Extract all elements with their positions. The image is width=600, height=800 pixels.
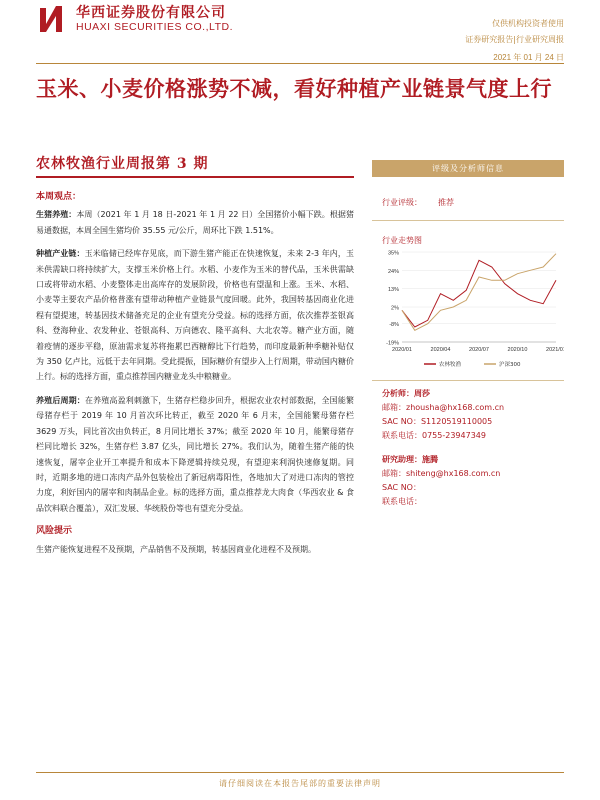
report-title: 玉米、小麦价格涨势不减，看好种植产业链景气度上行: [36, 76, 552, 101]
trend-chart-svg: [372, 246, 564, 376]
section-heading-views: 本周观点：: [36, 192, 82, 202]
analyst-email: 邮箱：zhousha@hx168.com.cn: [382, 403, 505, 412]
sidebar: [372, 160, 564, 509]
footer-divider: [36, 772, 564, 773]
subtitle-rule: [36, 176, 354, 178]
company-name-cn: 华西证券股份有限公司: [76, 5, 226, 21]
trend-chart: [372, 246, 564, 376]
x-tick-label: 2020/04: [430, 347, 451, 353]
assistant-phone: 联系电话：: [382, 497, 422, 506]
x-tick-label: 2021/01: [546, 347, 564, 353]
analyst-block: [372, 380, 564, 443]
paragraph-text: 本周（2021 年 1 月 18 日-2021 年 1 月 22 日）全国猪价小幅下跌。根据猪易通数据，本周全国生猪均价 35.55 元/公斤，周环比下跌 1.51%。: [36, 210, 355, 235]
assistant-block: [372, 453, 564, 509]
assistant-role: 研究助理：施腾: [382, 455, 438, 464]
section-heading-risk: 风险提示: [36, 526, 73, 537]
x-tick-label: 2020/07: [469, 347, 489, 353]
legend-label: 农林牧渔: [439, 362, 462, 368]
analyst-phone: 联系电话：0755-23947349: [382, 431, 486, 440]
y-tick-label: 13%: [387, 287, 399, 294]
y-tick-label: 2%: [391, 305, 399, 312]
assistant-email: 邮箱：shiteng@hx168.com.cn: [382, 469, 501, 478]
legend-label: 沪深300: [499, 362, 521, 368]
y-tick-label: 35%: [387, 250, 399, 257]
paragraph-text: 在养殖高盈利刺激下，生猪存栏稳步回升，根据农业农村部数据，全国能繁母猪存栏于 2019 年 10 月首次环比转正，截至 2020 年 6 月末，全国能繁母猪存栏 3629 万头，同比首次由负转正，8 月同比增长 37%；截至 2020 年 10 月，能繁母猪存栏同比增长 32%，生猪存栏 3.87 亿头，同比增长 27%。我们认为，随着生猪产能的快速恢复，屠宰企业开工率提升和成本下降逻辑持续兑现，有望迎来利润快速修复期。同时，近期多地的进口冻肉产品外包装检出了新冠病毒阳性，各地加大了对进口冻肉的管控力度，利好国内的屠宰和肉制品企业。标的选择方面，重点推荐龙大肉食（华西农业 & 食品饮料联合覆盖），双汇发展、华统股份等也有望充分受益。: [36, 395, 355, 513]
paragraph-lead: 生猪养殖：: [36, 210, 77, 220]
paragraph-lead: 养殖后周期：: [36, 395, 85, 405]
x-tick-label: 2020/01: [392, 347, 412, 353]
paragraph-post-cycle: [36, 393, 354, 516]
assistant-sac: SAC NO：: [382, 483, 421, 492]
header-meta: [465, 16, 564, 48]
report-type: 证券研究报告|行业研究周报: [465, 35, 564, 44]
industry-rating: [372, 177, 564, 221]
series-line-2: [402, 254, 556, 331]
y-tick-label: -8%: [389, 322, 399, 329]
analyst-sac: SAC NO：S1120519110005: [382, 417, 493, 426]
huaxi-logo-icon: [36, 2, 66, 36]
paragraph-risk: 生猪产能恢复进程不及预期，产品销售不及预期，转基因商业化进程不及预期。: [36, 544, 316, 554]
paragraph-text: 玉米临储已经库存见底，而下游生猪产能正在快速恢复，未来 2-3 年内，玉米供需缺口将持续扩大，支撑玉米价格上行。水稻、小麦作为玉米的替代品，玉米供需缺口或将带动水稻、小麦整体走出高库存的发展阶段，价格也有望温和上涨。玉米、水稻、小麦等主要农产品价格普涨有望带动种植产业链景气度回暖。此外，我国转基因商业化进程有望提速，转基因技术储备充足的企业有望充分受益。标的选择方面，依次推荐荃银高科、登海种业、农发种业、苍银高科、万向德农、隆平高科、大北农等。糖产业方面，随着疫情的逐步平稳，原油需求复苏将拖累巴西糖醇比下行趋势，而印度最新种季糖补贴仅为 350 亿卢比，远低于去年同期。受此提振，国际糖价有望步入上行周期，带动国内糖价上行。标的选择方面，重点推荐国内糖业龙头中粮糖业。: [36, 249, 354, 382]
analyst-role: 分析师：周莎: [382, 389, 430, 398]
paragraph-pig-farming: [36, 207, 354, 238]
y-tick-label: 24%: [387, 268, 399, 275]
company-name-en: HUAXI SECURITIES CO.,LTD.: [76, 21, 233, 33]
y-tick-label: -19%: [386, 340, 399, 347]
rating-label: 行业评级：: [382, 198, 422, 207]
trend-chart-title: 行业走势图: [382, 236, 422, 245]
main-content: [36, 190, 354, 565]
sidebar-header: 评级及分析师信息: [372, 160, 564, 177]
report-date: 2021 年 01 月 24 日: [493, 53, 564, 62]
paragraph-planting-chain: [36, 246, 354, 385]
paragraph-lead: 种植产业链：: [36, 249, 85, 259]
footer-disclaimer: 请仔细阅读在本报告尾部的重要法律声明: [219, 779, 381, 788]
x-tick-label: 2020/10: [507, 347, 528, 353]
audience-note: 仅供机构投资者使用: [492, 19, 564, 28]
header-divider: [36, 63, 564, 64]
rating-value: 推荐: [438, 198, 454, 207]
report-subtitle: 农林牧渔行业周报第 3 期: [36, 156, 209, 172]
